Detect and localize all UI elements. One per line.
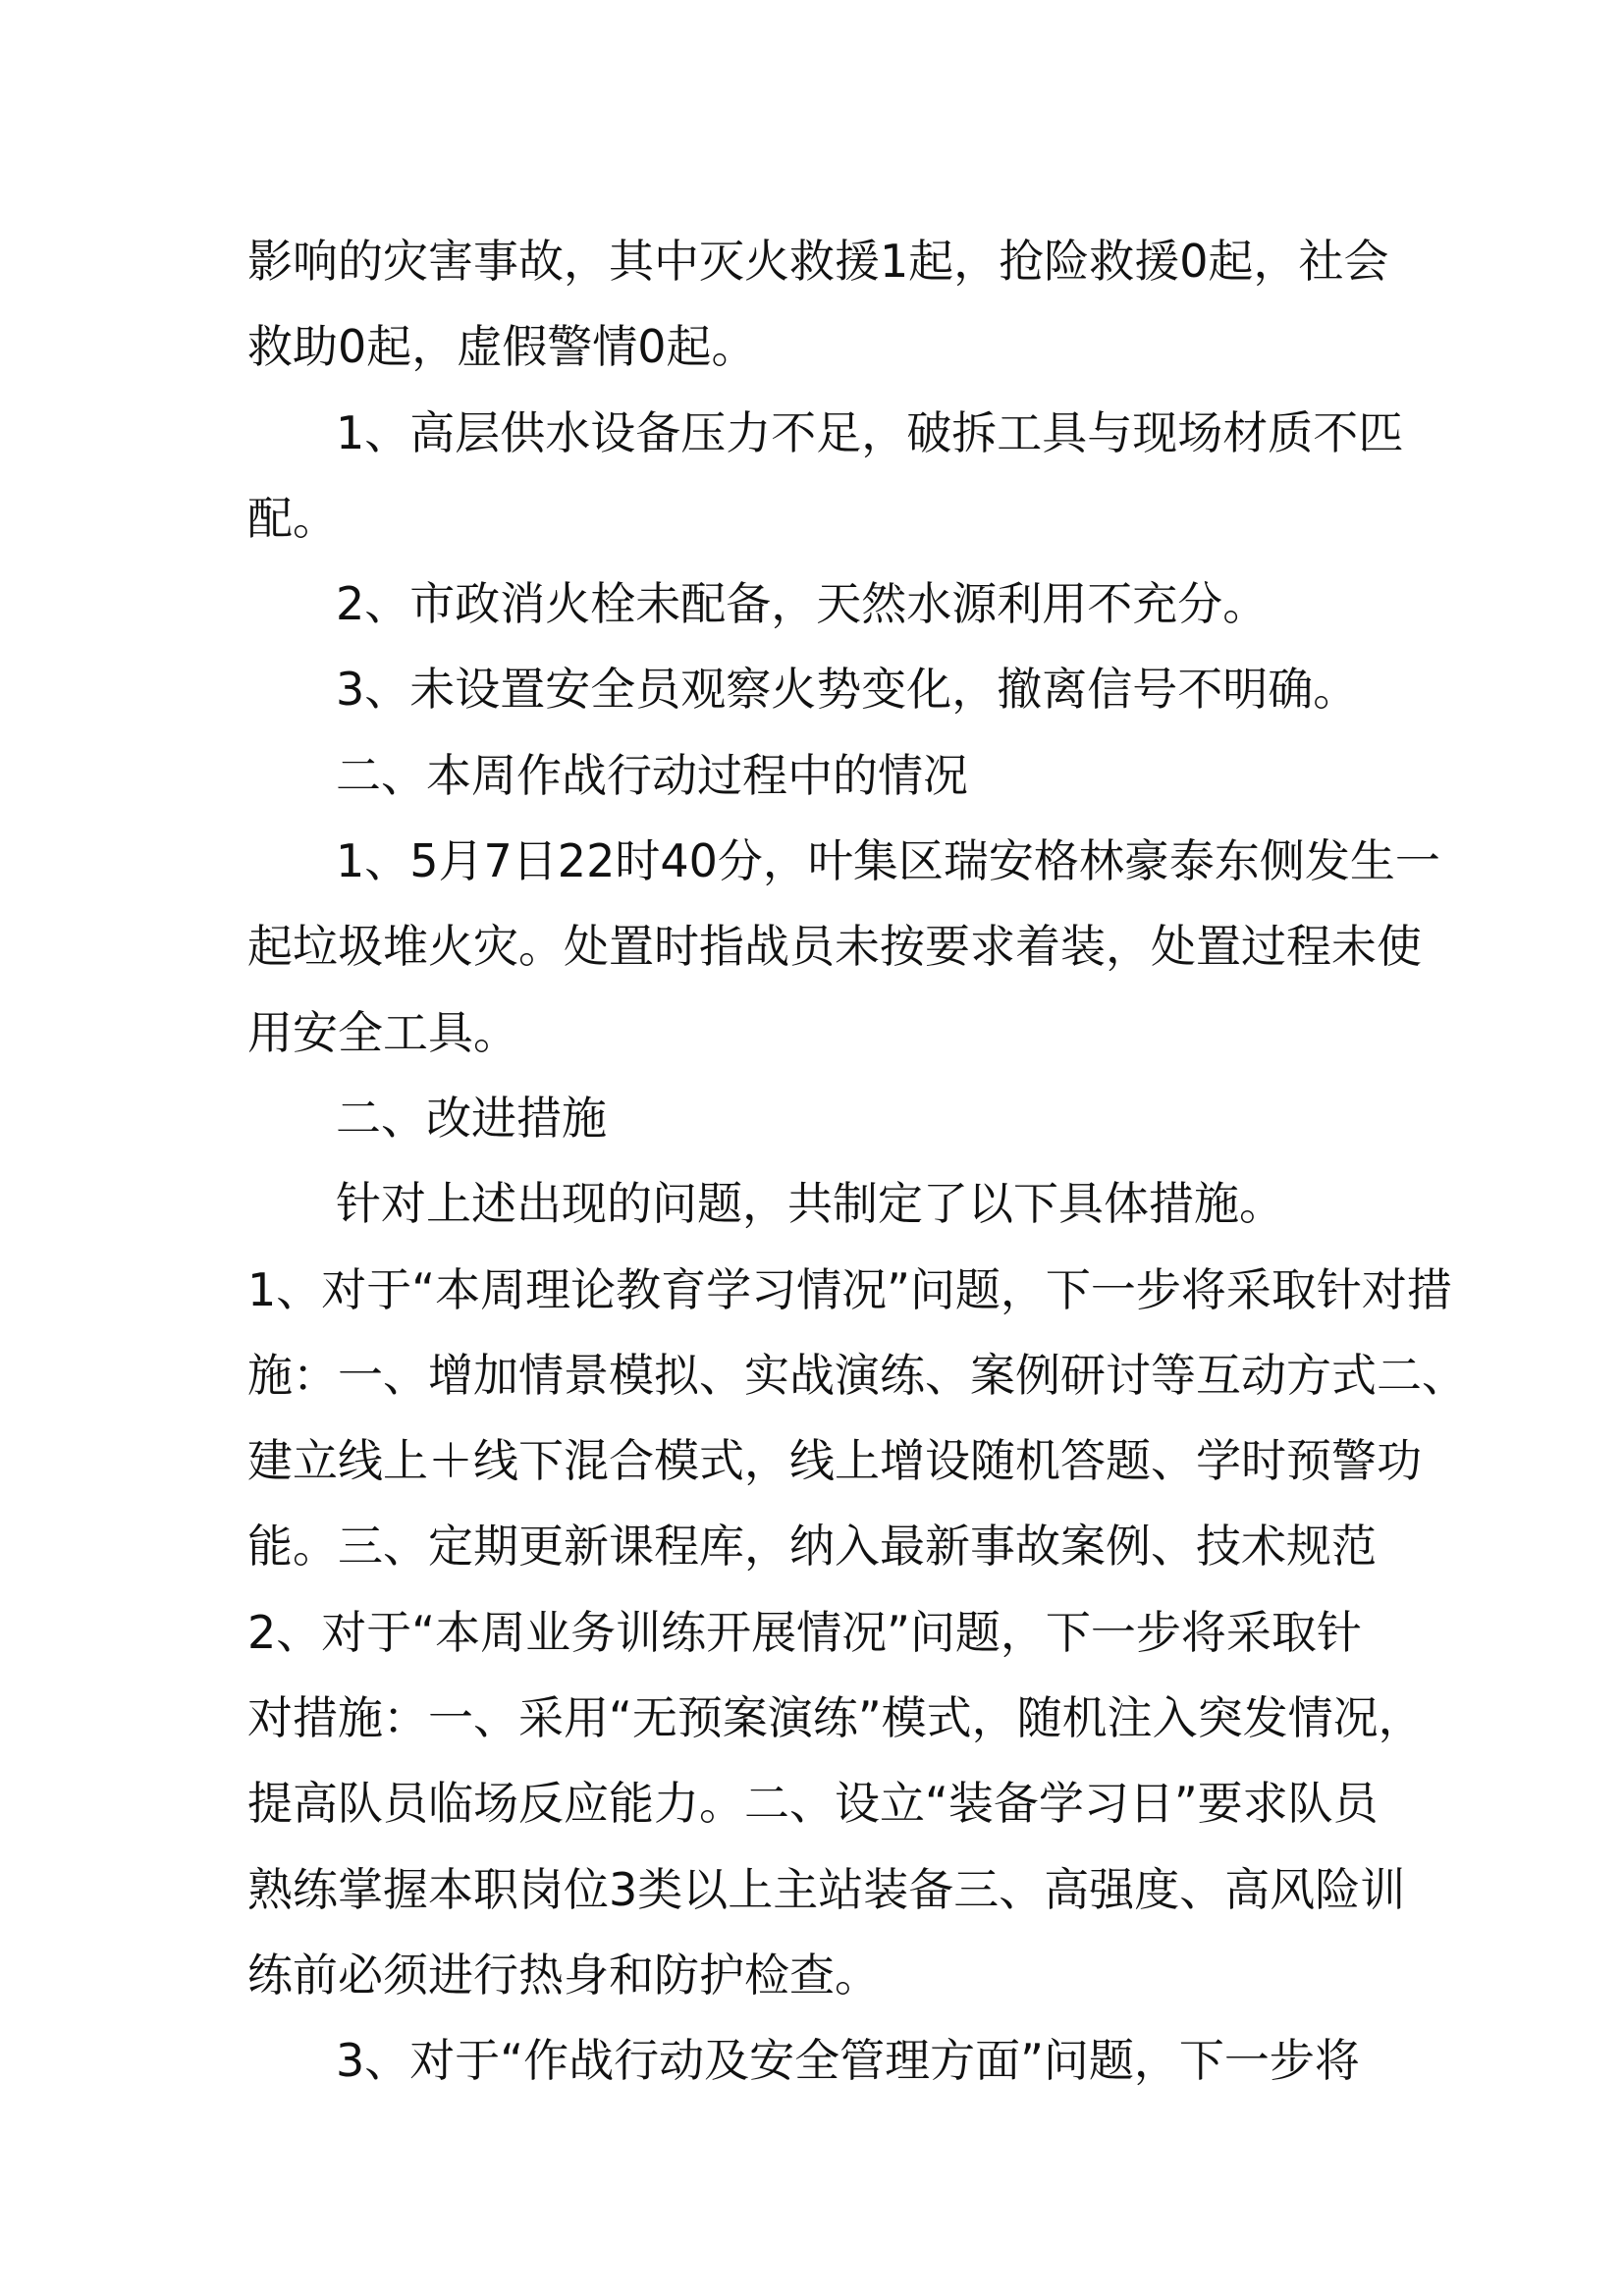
text-line: 影响的灾害事故，其中灭火救援1起，抢险救援0起，社会 [247,235,1389,288]
text-line: 3、未设置安全员观察火势变化，撤离信号不明确。 [336,663,1359,717]
text-line: 用安全工具。 [247,1005,518,1059]
text-line: 熟练掌握本职岗位3类以上主站装备三、高强度、高风险训 [247,1862,1406,1916]
document-page [247,219,1467,2105]
section-heading: 二、本周作战行动过程中的情况 [336,748,968,802]
text-line: 救助0起，虚假警情0起。 [247,320,757,374]
text-line: 提高队员临场反应能力。二、设立“装备学习日”要求队员 [247,1777,1379,1831]
text-line: 练前必须进行热身和防护检查。 [247,1948,880,2002]
text-line: 3、对于“作战行动及安全管理方面”问题，下一步将 [336,2034,1360,2088]
text-line: 配。 [247,491,338,545]
text-line: 2、市政消火栓未配备，天然水源利用不充分。 [336,577,1269,631]
text-line: 1、5月7日22时40分，叶集区瑞安格林豪泰东侧发生一 [336,834,1440,888]
text-line: 建立线上＋线下混合模式，线上增设随机答题、学时预警功 [247,1434,1422,1488]
text-line: 能。三、定期更新课程库，纳入最新事故案例、技术规范 [247,1520,1377,1574]
text-line: 起垃圾堆火灾。处置时指战员未按要求着装，处置过程未使 [247,920,1422,974]
text-line: 1、对于“本周理论教育学习情况”问题，下一步将采取针对措 [247,1262,1452,1316]
text-line: 针对上述出现的问题，共制定了以下具体措施。 [336,1177,1284,1231]
text-line: 1、高层供水设备压力不足，破拆工具与现场材质不匹 [336,405,1404,459]
text-line: 2、对于“本周业务训练开展情况”问题，下一步将采取针 [247,1605,1362,1659]
text-line: 施：一、增加情景模拟、实战演练、案例研讨等互动方式二、 [247,1348,1467,1402]
section-heading: 二、改进措施 [336,1091,607,1145]
text-line: 对措施：一、采用“无预案演练”模式，随机注入突发情况， [247,1691,1424,1745]
